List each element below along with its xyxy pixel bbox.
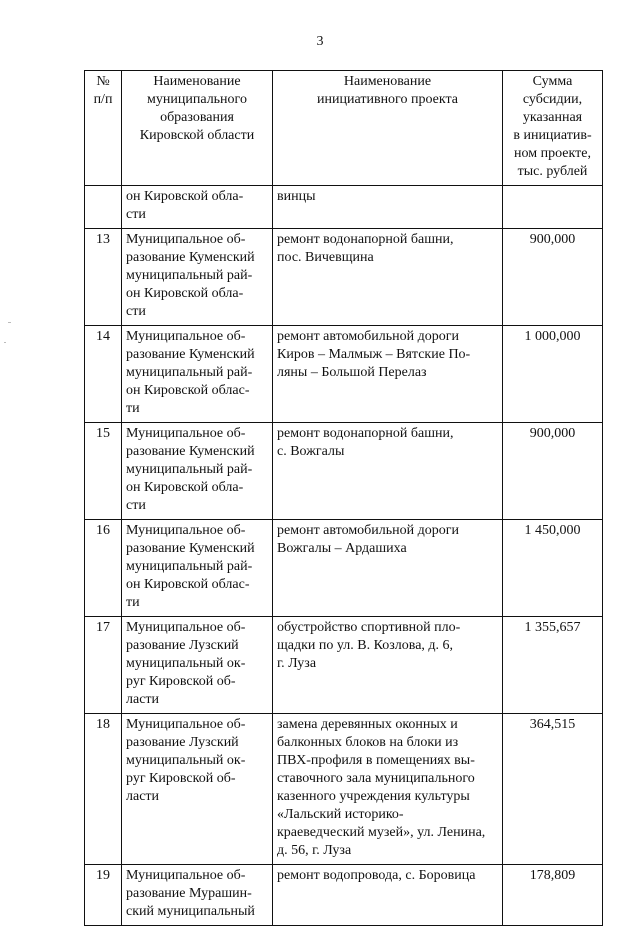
project-name-line: г. Луза — [277, 656, 317, 671]
municipality-name-line: Муниципальное об- — [126, 717, 246, 732]
municipality-name-line: он Кировской обла- — [126, 189, 244, 204]
table-row — [85, 186, 603, 229]
subsidy-amount: 178,809 — [503, 865, 603, 926]
table-row — [85, 326, 603, 423]
municipality-name-line: Муниципальное об- — [126, 620, 246, 635]
subsidy-amount — [503, 186, 603, 229]
project-name-line: обустройство спортивной пло- — [277, 620, 461, 635]
header-line: Наименование — [153, 74, 241, 89]
project-name-line: «Лальский историко- — [277, 807, 404, 822]
municipality-name-line: разование Мурашин- — [126, 886, 252, 901]
municipality-name-line: ти — [126, 401, 140, 416]
header-line: ном проекте, — [514, 146, 591, 161]
row-number — [85, 186, 122, 229]
project-name-line: ремонт автомобильной дороги — [277, 329, 460, 344]
project-name-line: ремонт водопровода, с. Боровица — [277, 868, 476, 883]
municipality-name-line: Муниципальное об- — [126, 523, 246, 538]
table-row — [85, 865, 603, 926]
project-name-line: с. Вожгалы — [277, 444, 345, 459]
project-name — [273, 423, 503, 520]
header-line: Наименование — [343, 74, 432, 89]
municipality-name-line: муниципальный ок- — [126, 656, 246, 671]
project-name-line: Киров – Малмыж – Вятские По- — [277, 347, 471, 362]
subsidy-amount: 1 000,000 — [503, 326, 603, 423]
project-name-line: винцы — [277, 189, 316, 204]
municipality-name — [122, 326, 273, 423]
project-name-line: ремонт водонапорной башни, — [277, 426, 454, 441]
municipality-name — [122, 423, 273, 520]
municipality-name-line: руг Кировской об- — [126, 674, 236, 689]
municipality-name-line: разование Лузский — [126, 638, 239, 653]
project-name-line: ремонт автомобильной дороги — [277, 523, 460, 538]
municipality-name-line: сти — [126, 304, 146, 319]
header-line: Сумма — [532, 74, 573, 89]
municipality-name — [122, 865, 273, 926]
municipality-name-line: разование Куменский — [126, 250, 255, 265]
project-name-line: ремонт водонапорной башни, — [277, 232, 454, 247]
project-name-line: балконных блоков на блоки из — [277, 735, 459, 750]
table-row — [85, 520, 603, 617]
project-name-line: краеведческий музей», ул. Ленина, — [277, 825, 486, 840]
subsidy-amount: 900,000 — [503, 229, 603, 326]
municipality-name-line: сти — [126, 207, 146, 222]
row-number: 19 — [85, 865, 122, 926]
header-municipality — [122, 71, 273, 186]
table-row — [85, 714, 603, 865]
row-number: 17 — [85, 617, 122, 714]
row-number: 15 — [85, 423, 122, 520]
municipality-name-line: муниципальный рай- — [126, 365, 253, 380]
table-row — [85, 423, 603, 520]
header-number — [85, 71, 122, 186]
municipality-name — [122, 186, 273, 229]
municipality-name-line: ти — [126, 595, 140, 610]
header-project — [273, 71, 503, 186]
project-name-line: щадки по ул. В. Козлова, д. 6, — [277, 638, 454, 653]
project-name-line: пос. Вичевщина — [277, 250, 374, 265]
project-name-line: ляны – Большой Перелаз — [277, 365, 427, 380]
municipality-name-line: разование Лузский — [126, 735, 239, 750]
municipality-name-line: Муниципальное об- — [126, 232, 246, 247]
project-name — [273, 865, 503, 926]
header-line: Кировской области — [139, 128, 255, 143]
project-name-line: замена деревянных оконных и — [277, 717, 458, 732]
subsidy-amount: 1 355,657 — [503, 617, 603, 714]
header-line: № — [96, 74, 110, 89]
municipality-name-line: он Кировской обла- — [126, 286, 244, 301]
project-name-line: Вожгалы – Ардашиха — [277, 541, 407, 556]
subsidy-amount: 1 450,000 — [503, 520, 603, 617]
page-number: 3 — [316, 34, 324, 49]
municipality-name — [122, 617, 273, 714]
header-line: указанная — [522, 110, 583, 125]
municipality-name-line: ласти — [126, 789, 160, 804]
municipality-name-line: Муниципальное об- — [126, 426, 246, 441]
header-line: тыс. рублей — [517, 164, 588, 179]
municipality-name-line: разование Куменский — [126, 444, 255, 459]
table-row — [85, 617, 603, 714]
table-row — [85, 229, 603, 326]
municipality-name-line: ский муниципальный — [126, 904, 255, 919]
subsidy-table — [84, 70, 603, 926]
table-header-row — [85, 71, 603, 186]
project-name — [273, 326, 503, 423]
municipality-name-line: муниципальный ок- — [126, 753, 246, 768]
header-line: образования — [160, 110, 234, 125]
subsidy-amount: 364,515 — [503, 714, 603, 865]
municipality-name — [122, 229, 273, 326]
municipality-name-line: Муниципальное об- — [126, 868, 246, 883]
municipality-name-line: разование Куменский — [126, 347, 255, 362]
row-number: 16 — [85, 520, 122, 617]
project-name-line: д. 56, г. Луза — [277, 843, 352, 858]
project-name — [273, 617, 503, 714]
municipality-name-line: муниципальный рай- — [126, 268, 253, 283]
scan-mark-left-2 — [4, 342, 6, 343]
header-line: инициативного проекта — [317, 92, 458, 107]
municipality-name-line: сти — [126, 498, 146, 513]
project-name — [273, 229, 503, 326]
municipality-name-line: ласти — [126, 692, 160, 707]
header-line: в инициатив- — [513, 128, 592, 143]
project-name-line: ставочного зала муниципального — [277, 771, 475, 786]
municipality-name-line: он Кировской обла- — [126, 480, 244, 495]
municipality-name-line: разование Куменский — [126, 541, 255, 556]
header-line: п/п — [93, 92, 113, 107]
header-sum — [503, 71, 603, 186]
row-number: 18 — [85, 714, 122, 865]
municipality-name — [122, 520, 273, 617]
project-name — [273, 714, 503, 865]
municipality-name-line: муниципальный рай- — [126, 462, 253, 477]
row-number: 13 — [85, 229, 122, 326]
project-name-line: ПВХ-профиля в помещениях вы- — [277, 753, 475, 768]
project-name — [273, 520, 503, 617]
header-line: субсидии, — [522, 92, 583, 107]
project-name-line: казенного учреждения культуры — [277, 789, 470, 804]
municipality-name-line: он Кировской облас- — [126, 383, 250, 398]
municipality-name-line: Муниципальное об- — [126, 329, 246, 344]
municipality-name-line: руг Кировской об- — [126, 771, 236, 786]
scan-mark-left-1 — [8, 322, 11, 323]
header-line: муниципального — [147, 92, 247, 107]
row-number: 14 — [85, 326, 122, 423]
municipality-name — [122, 714, 273, 865]
municipality-name-line: муниципальный рай- — [126, 559, 253, 574]
project-name — [273, 186, 503, 229]
table-body — [85, 186, 603, 926]
subsidy-amount: 900,000 — [503, 423, 603, 520]
municipality-name-line: он Кировской облас- — [126, 577, 250, 592]
